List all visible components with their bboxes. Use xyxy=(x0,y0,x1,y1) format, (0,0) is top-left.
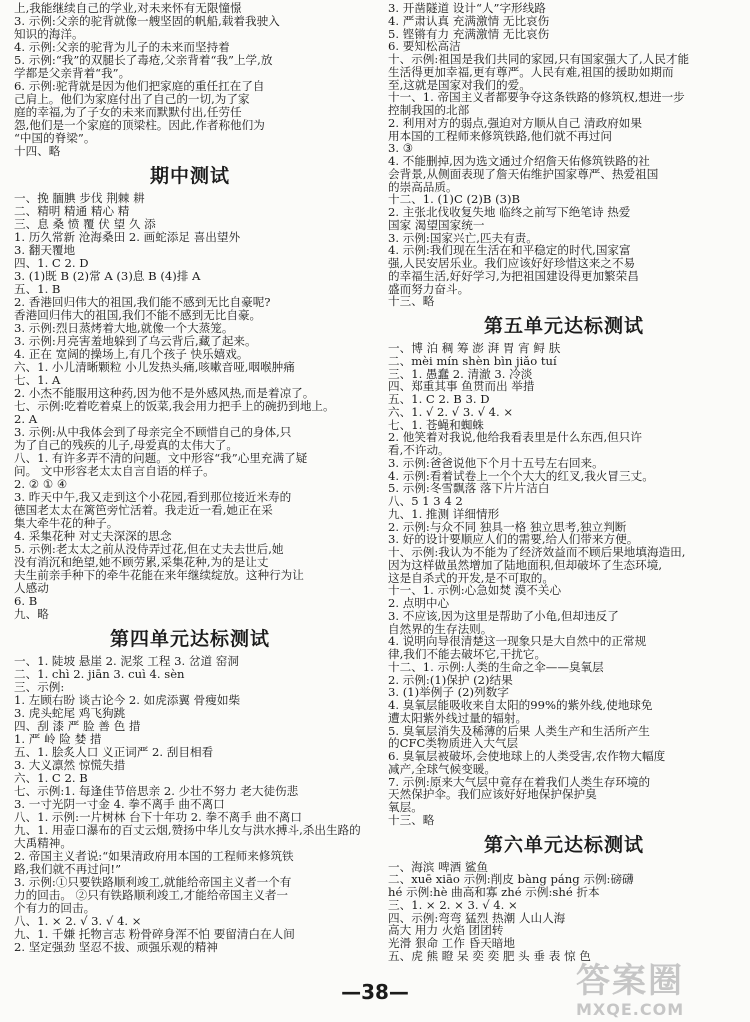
answer-line: 七、示例:1. 每逢佳节倍思亲 2. 少壮不努力 老大徒伤悲 xyxy=(14,785,299,798)
answer-line: 的CFC类物质进入大气层 xyxy=(388,737,519,750)
answer-line: 个有力的回击。 xyxy=(14,902,96,915)
answer-line: 6. 臭氧层被破坏,会使地球上的人类受害,农作物大幅度 xyxy=(388,750,666,763)
left-column xyxy=(14,2,366,954)
answer-line: 4. 示例:父亲的驼背为儿子的未来而坚持着 xyxy=(14,41,230,54)
answer-line: 八、5 1 3 4 2 xyxy=(388,495,463,508)
answer-line: 2. A xyxy=(14,413,38,426)
answer-line: 强,人民安居乐业。我们应该好好珍惜这来之不易 xyxy=(388,257,636,270)
answer-line: 4. 严肃认真 充满激情 无比哀伤 xyxy=(388,14,550,28)
answer-line: 国家 渴望国家统一 xyxy=(388,218,485,232)
answer-line: 九、1. 用壶口瀑布的百丈云烟,赞扬中华儿女与洪水搏斗,杀出生路的 xyxy=(14,824,361,837)
answer-line: 6. B xyxy=(14,595,38,608)
answer-line: 5. 示例:“我”的双腿长了毒疮,父亲背着“我”上学,放 xyxy=(14,54,273,67)
answer-line: 高大 用力 火焰 团团转 xyxy=(388,924,504,937)
answer-line: 3. 好的设计要顺应人们的需要,给人们带来方便。 xyxy=(388,533,639,546)
answer-line: 四、刮 漆 严 脸 善 色 措 xyxy=(14,720,141,733)
watermark-text: 答案圈 xyxy=(576,961,684,1001)
answer-line: 五、1. C 2. B 3. D xyxy=(388,393,490,406)
answer-line: 因为这样做虽然增加了陆地面积,但却破坏了生态环境, xyxy=(388,558,663,572)
answer-line: 这是自杀式的开发,是不可取的。 xyxy=(388,571,554,585)
answer-line: 五、1. 脍炙人口 义正词严 2. 刮目相看 xyxy=(14,746,214,759)
answer-line: 一、挽 腼腆 步伐 荆棘 耕 xyxy=(14,192,145,205)
answer-line: 3. (1)既 B (2)常 A (3)息 B (4)排 A xyxy=(14,270,201,283)
answer-line: 四、示例:弯弯 猛烈 热潮 人山人海 xyxy=(388,911,566,925)
answer-line: 十二、1. 示例:人类的生命之伞——臭氧层 xyxy=(388,660,604,674)
page-number: —38— xyxy=(341,980,409,1004)
answer-line: 十一、1. 示例:心急如焚 漠不关心 xyxy=(388,584,562,597)
answer-line: 2. 点明中心 xyxy=(388,597,450,610)
answer-line: 5. 示例:老太太之前从没侍弄过花,但在丈夫去世后,她 xyxy=(14,543,284,556)
section-heading: 第五单元达标测试 xyxy=(483,315,644,337)
answer-line: 力的回击。 ②只有铁路顺利竣工,才能给帝国主义者一 xyxy=(14,889,289,902)
answer-line: 2. 香港回归伟大的祖国,我们能不感到无比自豪呢? xyxy=(14,296,271,309)
answer-line: 十三、略 xyxy=(388,813,435,827)
answer-line: 2. ② ① ④ xyxy=(14,478,68,491)
section-heading: 第六单元达标测试 xyxy=(483,833,644,856)
answer-line: 三、1. × 2. × 3. √ 4. × xyxy=(388,898,518,912)
answer-line: 减产,全球气候变暖。 xyxy=(388,762,497,776)
answer-line: 的幸福生活,好好学习,为把祖国建设得更加繁荣昌 xyxy=(388,269,639,283)
answer-line: 八、1. × 2. √ 3. √ 4. × xyxy=(14,915,142,928)
answer-line: 一、1. 陡坡 悬崖 2. 泥浆 工程 3. 岔道 窑洞 xyxy=(14,655,239,668)
answer-line: 3. 示例:月亮害羞地躲到了乌云背后,藏了起来。 xyxy=(14,335,257,348)
answer-line: 律,我们不能去破坏它,干扰它。 xyxy=(388,648,547,661)
answer-line: 3. 示例:烈日蒸烤着大地,就像一个大蒸笼。 xyxy=(14,322,234,335)
answer-line: 一、博 泊 稠 筹 澎 湃 胃 宵 鲟 肤 xyxy=(388,342,561,355)
answer-line: 3. 示例:①只要铁路顺利竣工,就能给帝国主义者一个有 xyxy=(14,876,292,889)
answer-line: 3. 一寸光阴一寸金 4. 拳不离手 曲不离口 xyxy=(14,798,225,811)
answer-line: 没有消沉和绝望,她不顾劳累,采集花种,为的是让丈 xyxy=(14,556,269,569)
answer-line: 二、1. chì 2. jiān 3. cuì 4. sèn xyxy=(14,668,185,681)
answer-line: 生活得更加幸福,更有尊严。人民有难,祖国的援助如期而 xyxy=(388,65,674,79)
answer-line: 3. (1)举例子 (2)列数字 xyxy=(388,686,509,699)
answer-line: 己肩上。他们为家庭付出了自己的一切,为了家 xyxy=(14,93,250,106)
answer-line: 控制我国的北部 xyxy=(388,104,470,117)
answer-line: 香港回归伟大的祖国,我们不能不感到无比自豪。 xyxy=(14,309,262,322)
answer-line: 三、息 桑 愤 覆 伏 望 久 添 xyxy=(14,218,156,231)
answer-line: 九、略 xyxy=(14,608,49,621)
answer-line: 三、示例: xyxy=(14,681,65,694)
answer-line: 1. 严 岭 险 婪 措 xyxy=(14,733,102,746)
right-column xyxy=(388,2,740,963)
answer-line: 二、mèi mín shèn bìn jiǎo tuí xyxy=(388,354,557,368)
answer-line: 八、1. 有许多弄不清的问题。文中形容“我”心里充满了疑 xyxy=(14,452,308,465)
answer-line: 3. 不应该,因为这里是帮助了小龟,但却违反了 xyxy=(388,609,619,623)
answer-line: 6. 示例:驼背就是因为他们把家庭的重任扛在了自 xyxy=(14,80,265,93)
answer-line: “中国的脊梁”。 xyxy=(14,132,96,145)
answer-line: 路,我们就不再过问!” xyxy=(14,863,122,876)
answer-line: 6. 要知松高洁 xyxy=(388,40,461,53)
answer-line: 2. 他笑着对我说,他给我看表里是什么东西,但只许 xyxy=(388,431,642,444)
answer-line: 一、海滨 啤酒 鲨鱼 xyxy=(388,860,489,874)
answer-line: 4. 臭氧层能吸收来自太阳的99%的紫外线,使地球免 xyxy=(388,699,653,712)
answer-line: 4. 采集花种 对丈夫深深的思念 xyxy=(14,530,172,543)
answer-line: 3. 虎头蛇尾 鸡飞狗跳 xyxy=(14,707,126,720)
section-heading: 期中测试 xyxy=(149,165,230,187)
answer-line: 2. 坚定强劲 坚忍不拔、顽强乐观的精神 xyxy=(14,941,218,954)
answer-line: 庭的幸福,为了子女的未来而默默付出,任劳任 xyxy=(14,106,242,119)
answer-line: 九、1. 千嫌 托物言志 粉骨碎身浑不怕 要留清白在人间 xyxy=(14,928,295,941)
answer-line: 3. 昨天中午,我又走到这个小花园,看到那位接近米寿的 xyxy=(14,491,292,504)
answer-line: 3. 示例:父亲的驼背就像一艘坚固的帆船,载着我驶入 xyxy=(14,15,280,28)
answer-line: 十二、1. (1)C (2)B (3)B xyxy=(388,193,521,206)
answer-line: 2. 小杰不能服用这种药,因为他不是外感风热,而是着凉了。 xyxy=(14,387,315,400)
answer-line: 4. 说明向导很清楚这一现象只是大自然中的正常规 xyxy=(388,635,647,648)
answer-line: 天然保护伞。我们应该好好地保护保护臭 xyxy=(388,788,597,801)
answer-line: 2. 帝国主义者说:“如果清政府用本国的工程师来修筑铁 xyxy=(14,850,294,863)
answer-line: 7. 示例:原来大气层中竟存在着我们人类生存环境的 xyxy=(388,775,651,789)
answer-line: 五、1. B xyxy=(14,283,61,296)
answer-line: 2. 示例:与众不同 独具一格 独立思考,独立判断 xyxy=(388,520,627,534)
answer-line: 5. 臭氧层消失及稀薄的后果 人类生产和生活所产生 xyxy=(388,724,650,738)
answer-line: 十一、1. 帝国主义者都要争夺这条铁路的修筑权,想进一步 xyxy=(388,91,685,104)
answer-line: 德国老太太在篱笆旁忙活着。我走近一看,她正在采 xyxy=(14,504,273,517)
answer-line: 十、示例:我认为不能为了经济效益而不顾后果地填海造田, xyxy=(388,546,686,559)
answer-line: 会背景,从侧面表现了詹天佑维护国家尊严、热爱祖国 xyxy=(388,167,659,181)
answer-line: 的崇高品质。 xyxy=(388,180,458,194)
watermark-url: MXQE.COM xyxy=(576,1000,685,1019)
answer-line: 十四、略 xyxy=(14,145,61,158)
answer-line: 二、精明 精通 精心 精 xyxy=(14,205,130,218)
answer-line: 3. 开凿隧道 设计“人”字形线路 xyxy=(388,2,546,15)
answer-line: 1. 左顾右盼 谈古论今 2. 如虎添翼 骨瘦如柴 xyxy=(14,694,241,707)
answer-line: 知识的海洋。 xyxy=(14,28,84,41)
answer-line: 六、1. C 2. B xyxy=(14,772,88,785)
answer-line: 二、xuē xiāo 示例:削皮 bàng páng 示例:磅礴 xyxy=(388,873,634,886)
answer-line: 四、1. C 2. D xyxy=(14,257,89,270)
answer-line: 3. 示例:爸爸说他下个月十五号左右回来。 xyxy=(388,456,604,470)
answer-line: 4. 示例:看着试卷上一个个大大的红叉,我火冒三丈。 xyxy=(388,469,654,483)
answer-line: 3. 示例:从中我体会到了母亲完全不顾惜自己的身体,只 xyxy=(14,426,292,439)
answer-line: 3. 翻天覆地 xyxy=(14,244,76,257)
answer-line: 2. 利用对方的弱点,强迫对方顺从自己 清政府如果 xyxy=(388,116,642,130)
answer-line: 自然界的生存法则。 xyxy=(388,622,493,636)
answer-line: 2. 主张北伐收复失地 临终之前写下绝笔诗 热爱 xyxy=(388,206,631,219)
answer-line: 十、示例:祖国是我们共同的家园,只有国家强大了,人民才能 xyxy=(388,53,690,66)
answer-line: 盛而努力奋斗。 xyxy=(388,282,470,296)
answer-line: 至,这就是国家对我们的爱。 xyxy=(388,78,531,92)
answer-line: 七、示例:吃着吃着桌上的饭菜,我会用力把手上的碗扔到地上。 xyxy=(14,400,335,413)
section-heading: 第四单元达标测试 xyxy=(109,628,270,650)
answer-line: 4. 示例:我们现在生活在和平稳定的时代,国家富 xyxy=(388,244,631,257)
answer-line: 3. 示例:国家兴亡,匹夫有责。 xyxy=(388,231,538,245)
answer-line: 十三、略 xyxy=(388,295,435,308)
answer-line: 5. 铿锵有力 充满激情 无比哀伤 xyxy=(388,27,550,41)
answer-line: 3. ③ xyxy=(388,142,414,155)
answer-line: 4. 正在 宽阔的操场上,有几个孩子 快乐嬉戏。 xyxy=(14,348,249,361)
answer-line: 三、1. 愚蠢 2. 清澈 3. 冷淡 xyxy=(388,367,533,381)
answer-line: 5. 示例:冬雪飘落 落下片片洁白 xyxy=(388,482,550,495)
answer-line: 七、1. A xyxy=(14,374,61,387)
answer-line: 九、1. 推测 详细情形 xyxy=(388,507,500,521)
answer-line: 3. 大义凛然 惊慌失措 xyxy=(14,759,126,772)
answer-line: 大禹精神。 xyxy=(14,837,72,850)
answer-line: 集大牵牛花的种子。 xyxy=(14,517,119,530)
answer-line: 夫生前亲手种下的牵牛花能在来年继续绽放。这种行为让 xyxy=(14,569,304,582)
answer-line: 人感动 xyxy=(14,582,49,595)
answer-line: 上,我能继续自己的学业,对未来怀有无限憧憬 xyxy=(14,2,242,15)
answer-line: 六、1. 小儿清晰颗粒 小儿发热头痛,咳嗽音哑,咽喉肿痛 xyxy=(14,361,295,374)
answer-line: 八、1. 示例:一片树林 台下十年功 2. 拳不离手 曲不离口 xyxy=(14,811,302,824)
answer-line: 2. 示例:(1)保护 (2)结果 xyxy=(388,673,513,687)
answer-line: 七、1. 苍蝇和蜘蛛 xyxy=(388,418,484,432)
answer-line: 遭太阳紫外线过量的辐射。 xyxy=(388,711,528,725)
answer-line: 问。 文中形容老太太自言自语的样子。 xyxy=(14,465,215,478)
answer-line: 用本国的工程师来修筑铁路,他们就不再过问 xyxy=(388,129,612,143)
answer-line: 光滑 狠命 工作 昏天暗地 xyxy=(388,937,515,950)
watermark-logo xyxy=(576,962,736,1020)
answer-line: 四、郑重其事 鱼贯而出 举措 xyxy=(388,380,535,393)
answer-line: 4. 不能删掉,因为选文通过介绍詹天佑修筑铁路的社 xyxy=(388,155,650,168)
answer-line: 五、虎 熊 瞪 呆 奕 奕 肥 头 垂 表 惊 色 xyxy=(388,949,591,963)
answer-line: 1. 历久常新 沧海桑田 2. 画蛇添足 喜出望外 xyxy=(14,231,241,244)
answer-line: 怨,他们是一个家庭的顶梁柱。因此,作者称他们为 xyxy=(14,119,265,132)
answer-line: hé 示例:hè 曲高和寡 zhé 示例:shé 折本 xyxy=(388,886,600,899)
answer-line: 学都是父亲背着“我”。 xyxy=(14,67,131,80)
answer-line: 六、1. √ 2. √ 3. √ 4. × xyxy=(388,405,514,419)
answer-line: 看,不许动。 xyxy=(388,444,450,457)
answer-line: 氧层。 xyxy=(388,801,423,814)
answer-line: 为了自己的残疾的儿子,母爱真的太伟大了。 xyxy=(14,439,238,452)
